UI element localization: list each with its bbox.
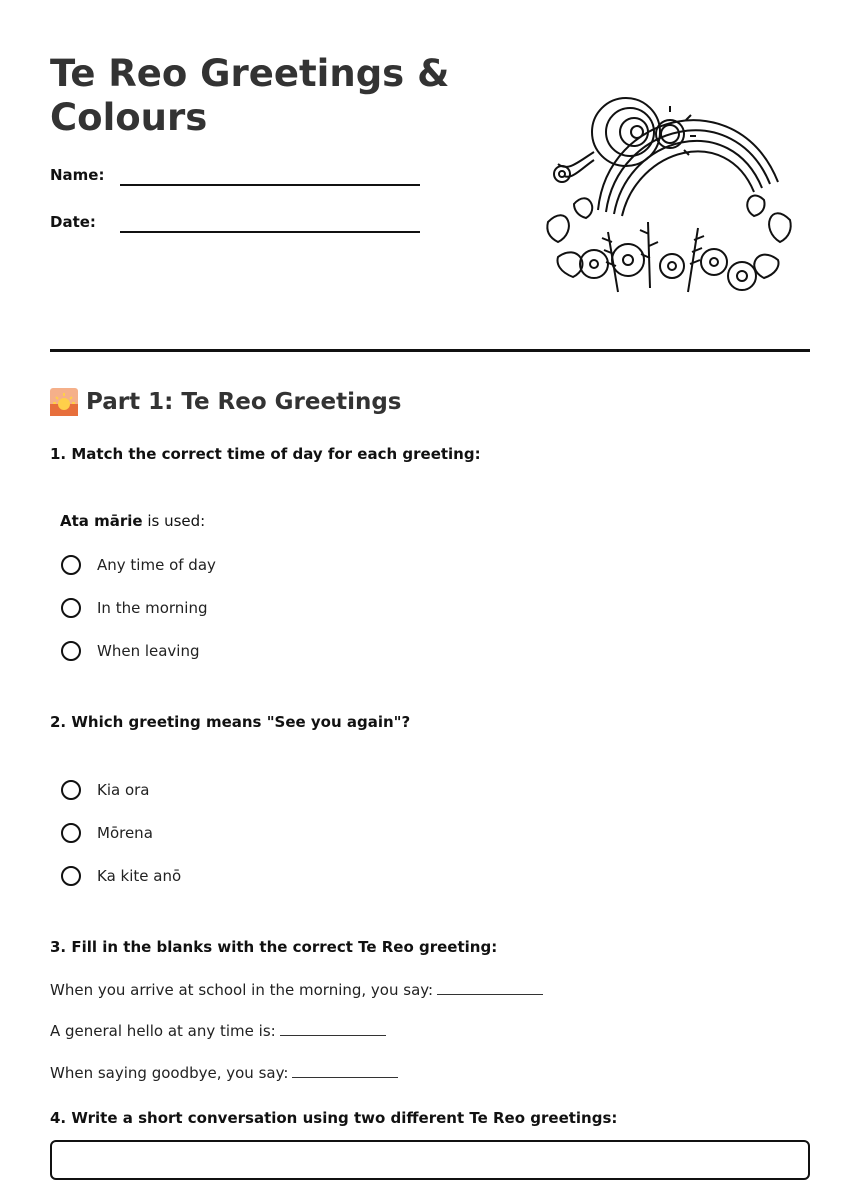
answer-blank[interactable]: [280, 1021, 386, 1036]
fill-in-line-3: [50, 1063, 398, 1082]
radio-button[interactable]: [61, 823, 81, 843]
name-label: Name:: [50, 166, 105, 184]
question-3: 3. Fill in the blanks with the correct Te Reo greeting:: [50, 938, 498, 956]
option-label: When leaving: [97, 642, 200, 660]
fill-in-text: When saying goodbye, you say:: [50, 1064, 289, 1082]
radio-button[interactable]: [61, 780, 81, 800]
name-line[interactable]: [120, 184, 420, 186]
option-label: Any time of day: [97, 556, 216, 574]
date-line[interactable]: [120, 231, 420, 233]
radio-button[interactable]: [61, 555, 81, 575]
fill-in-text: When you arrive at school in the morning, you say:: [50, 981, 434, 999]
conversation-answer-box[interactable]: [50, 1140, 810, 1180]
radio-button[interactable]: [61, 641, 81, 661]
question-4: 4. Write a short conversation using two different Te Reo greetings:: [50, 1109, 618, 1127]
fill-in-line-2: [50, 1021, 386, 1040]
section-divider: [50, 349, 810, 352]
part1-title: Part 1: Te Reo Greetings: [86, 389, 402, 415]
option-label: In the morning: [97, 599, 208, 617]
page-title: Te Reo Greetings & Colours: [50, 52, 450, 139]
question-2: 2. Which greeting means "See you again"?: [50, 713, 411, 731]
answer-blank[interactable]: [292, 1063, 398, 1078]
answer-blank[interactable]: [437, 980, 543, 995]
q2-option-2[interactable]: [60, 820, 153, 846]
worksheet-page: [50, 0, 810, 1161]
q1-option-3[interactable]: [60, 638, 200, 664]
prompt-greeting: Ata mārie: [60, 512, 143, 530]
name-field[interactable]: [50, 166, 420, 196]
q2-option-3[interactable]: [60, 863, 181, 889]
option-label: Ka kite anō: [97, 867, 182, 885]
fill-in-line-1: [50, 980, 543, 999]
sunrise-icon: [50, 388, 78, 416]
option-label: Mōrena: [97, 824, 153, 842]
radio-button[interactable]: [61, 866, 81, 886]
question-1: 1. Match the correct time of day for each greeting:: [50, 445, 481, 463]
q1-option-2[interactable]: [60, 595, 207, 621]
part1-heading: [50, 388, 402, 416]
prompt-rest: is used:: [142, 512, 206, 530]
maori-koru-flowers-illustration: [538, 92, 800, 302]
radio-button[interactable]: [61, 598, 81, 618]
date-label: Date:: [50, 213, 96, 231]
q2-option-1[interactable]: [60, 777, 150, 803]
fill-in-text: A general hello at any time is:: [50, 1022, 276, 1040]
date-field[interactable]: [50, 213, 420, 243]
option-label: Kia ora: [97, 781, 150, 799]
question-1-prompt: [60, 512, 205, 530]
q1-option-1[interactable]: [60, 552, 216, 578]
